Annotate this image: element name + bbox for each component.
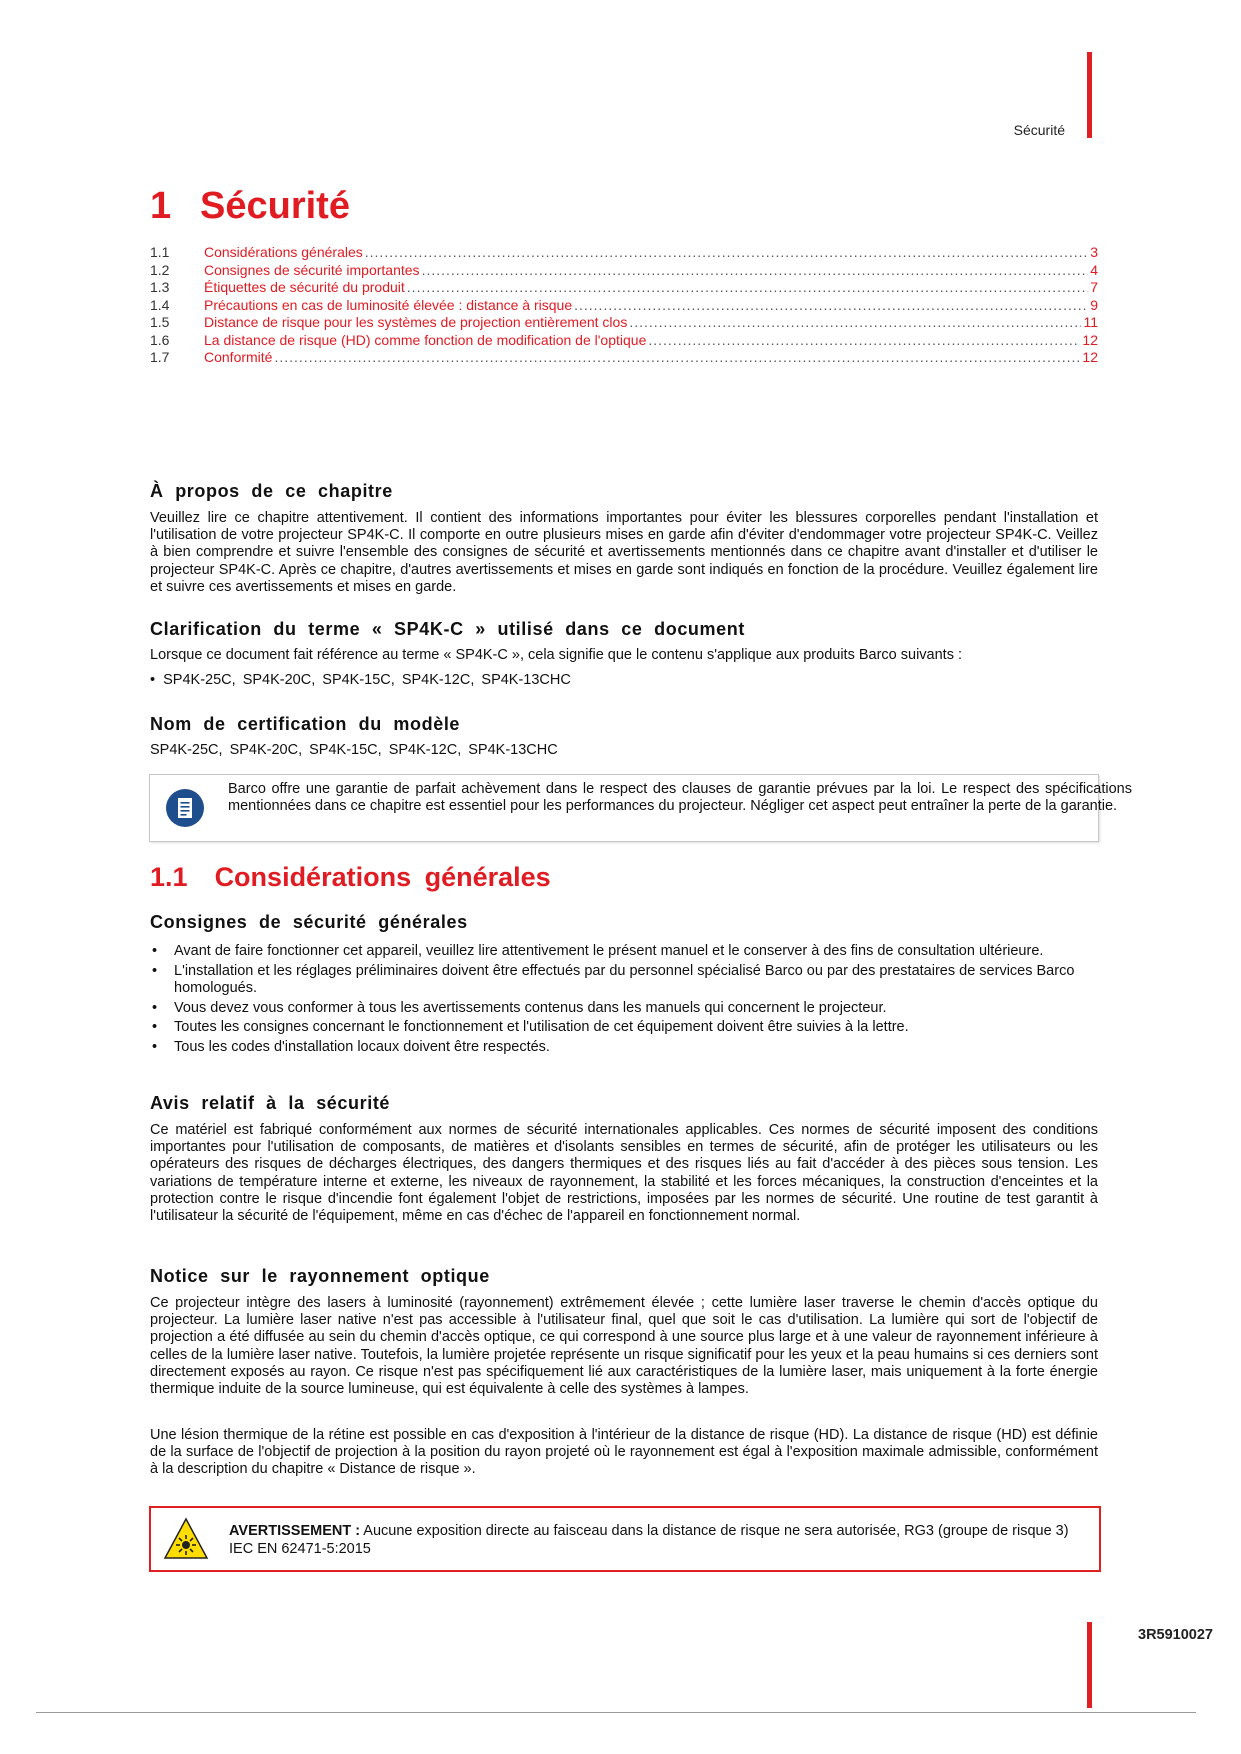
toc-leader-dots	[574, 297, 1088, 313]
list-item: • Toutes les consignes concernant le fonctionnement et l'utilisation de cet équipement doivent être suivies à la lettre.	[150, 1019, 1098, 1037]
toc-entry-number: 1.6	[150, 331, 170, 348]
toc-entry-number: 1.2	[150, 261, 170, 278]
clarification-text: Lorsque ce document fait référence au terme « SP4K-C », cela signifie que le contenu s'applique aux produits Barco suivants :	[150, 647, 963, 663]
toc-entry-title[interactable]: La distance de risque (HD) comme fonction de modification de l'optique	[204, 331, 647, 348]
safety-notice-heading: Avis relatif à la sécurité	[150, 1093, 391, 1113]
section-number: 1.1	[150, 862, 188, 892]
toc-entry[interactable]	[150, 332, 1098, 350]
list-item: • Tous les codes d'installation locaux doivent être respectés.	[150, 1039, 1098, 1057]
running-header-title: Sécurité	[1013, 122, 1065, 138]
bottom-divider	[36, 1712, 1196, 1713]
optical-notice-text-2: Une lésion thermique de la rétine est possible en cas d'exposition à l'intérieur de la distance de risque (HD). La distance de risque (HD) est définie de la surface de l'objectif de projection à la position du rayon projeté où le rayonnement est égal à l'exposition maximale admissible, conformément à la description du chapitre « Distance de risque ».	[150, 1427, 1098, 1478]
chapter-title	[150, 185, 350, 228]
toc-entry[interactable]	[150, 349, 1098, 367]
optical-notice-text: Ce projecteur intègre des lasers à luminosité (rayonnement) extrêmement élevée ; cette lumière laser traverse le chemin d'accès optique du projecteur. La lumière laser native n'est pas accessible à l'utilisateur final, quel que soit le cas d'utilisation. La lumière qui sort de l'objectif de projection a été diffusée au sein du chemin d'accès optique, ce qui correspond à une source plus large et à une valeur de rayonnement inférieure à celles de la lumière laser native. Toutefois, la lumière projetée représente un risque significatif pour les yeux et la peau humains si ces derniers sont directement exposés au rayon. Ce risque n'est pas spécifiquement lié aux caractéristiques de la lumière laser, mais uniquement à la forte énergie thermique induite de la source lumineuse, qui est équivalente à celle des systèmes à lampes.	[150, 1295, 1098, 1398]
warning-label: AVERTISSEMENT :	[229, 1523, 361, 1539]
toc-leader-dots	[648, 332, 1080, 348]
model-text: SP4K-25C, SP4K-20C, SP4K-15C, SP4K-12C, SP4K-13CHC	[150, 742, 558, 758]
toc-entry-title[interactable]: Considérations générales	[204, 244, 363, 260]
note-text: Barco offre une garantie de parfait achèvement dans le respect des clauses de garantie prévues par la loi. Le respect des spécifications mentionnées dans ce chapitre est essentiel pour les performances du projecteur. Négliger cet aspect peut entraîner la perte de la garantie.	[228, 781, 1132, 814]
clarification-bullet	[150, 672, 571, 688]
general-safety-heading: Consignes de sécurité générales	[150, 912, 468, 932]
toc-entry-page[interactable]: 12	[1082, 349, 1098, 365]
clarification-heading: Clarification du terme « SP4K-C » utilisé dans ce document	[150, 619, 745, 639]
footer-red-bar	[1087, 1622, 1092, 1708]
toc-entry-title[interactable]: Précautions en cas de luminosité élevée : distance à risque	[204, 296, 573, 313]
toc-entry-number: 1.7	[150, 349, 170, 365]
general-safety-list	[150, 943, 1098, 1058]
warning-text	[229, 1522, 1089, 1558]
model-heading: Nom de certification du modèle	[150, 714, 461, 734]
optical-notice-heading: Notice sur le rayonnement optique	[150, 1266, 490, 1286]
warning-message: Aucune exposition directe au faisceau dans la distance de risque ne sera autorisée, RG3 (groupe de risque 3) IEC EN 62471-5:2015	[229, 1523, 1069, 1557]
list-item: • L'installation et les réglages préliminaires doivent être effectués par du personnel spécialisé Barco ou par des prestataires de services Barco homologués.	[150, 963, 1098, 998]
list-item: • Avant de faire fonctionner cet appareil, veuillez lire attentivement le présent manuel et le conserver à des fins de consultation ultérieure.	[150, 943, 1098, 961]
toc-leader-dots	[365, 244, 1088, 260]
toc-entry-page[interactable]: 11	[1083, 314, 1098, 330]
toc-entry-title[interactable]: Consignes de sécurité importantes	[204, 261, 420, 278]
toc-entry-page[interactable]: 12	[1082, 331, 1098, 348]
toc-entry-title[interactable]: Conformité	[204, 349, 273, 365]
warning-box	[149, 1506, 1101, 1572]
section-title	[150, 862, 551, 893]
toc-leader-dots	[407, 279, 1088, 295]
toc-entry-title[interactable]: Distance de risque pour les systèmes de projection entièrement clos	[204, 314, 628, 330]
toc-leader-dots	[274, 349, 1080, 365]
toc-entry-number: 1.3	[150, 279, 170, 295]
toc-leader-dots	[629, 314, 1081, 330]
toc-entry-page[interactable]: 4	[1090, 261, 1098, 278]
header-red-bar	[1087, 52, 1092, 138]
document-id: 3R5910027	[1138, 1627, 1213, 1643]
toc-entry-page[interactable]: 7	[1090, 279, 1098, 295]
chapter-title-text: Sécurité	[200, 185, 350, 227]
note-icon	[166, 789, 204, 827]
toc-leader-dots	[422, 262, 1089, 278]
toc-entry[interactable]	[150, 279, 1098, 297]
bullet-mark: •	[150, 672, 164, 688]
toc-entry-number: 1.5	[150, 314, 170, 330]
toc-entry-page[interactable]: 3	[1090, 244, 1098, 260]
about-text: Veuillez lire ce chapitre attentivement. Il contient des informations importantes pour éviter les blessures corporelles pendant l'installation et l'utilisation de votre projecteur SP4K-C. Il comporte en outre plusieurs mises en garde afin d'éviter d'endommager votre projecteur SP4K-C. Veillez à bien comprendre et suivre l'ensemble des consignes de sécurité et avertissements mentionnés dans ce chapitre avant d'installer et d'utiliser le projecteur SP4K-C. Après ce chapitre, d'autres avertissements et mises en garde sont indiqués en fonction de la procédure. Veuillez également lire et suivre ces avertissements et mises en garde.	[150, 510, 1098, 595]
toc-entry[interactable]	[150, 262, 1098, 280]
toc-entry[interactable]	[150, 297, 1098, 315]
chapter-number: 1	[150, 185, 172, 227]
note-box	[149, 774, 1132, 842]
toc-entry-page[interactable]: 9	[1090, 296, 1098, 313]
safety-notice-text: Ce matériel est fabriqué conformément aux normes de sécurité internationales applicables. Ces normes de sécurité imposent des conditions importantes pour l'utilisation de composants, de matières et d'isolants sensibles en termes de sécurité, afin de protéger les utilisateurs ou les opérateurs des risques de décharges électriques, des dangers thermiques et des risques liés au fait d'accéder à des pièces sous tension. Les variations de température interne et externe, les niveaux de rayonnement, la stabilité et les forces mécaniques, la construction d'enceintes et la protection contre le risque d'incendie font également l'objet de restrictions, imposées par les normes de sécurité. Une routine de test garantit à l'utilisateur la sécurité de l'équipement, même en cas d'échec de l'appareil en fonctionnement normal.	[150, 1122, 1098, 1225]
about-heading: À propos de ce chapitre	[150, 481, 393, 501]
section-title-text: Considérations générales	[214, 862, 551, 892]
toc-entry-number: 1.4	[150, 296, 170, 313]
toc-entry[interactable]	[150, 314, 1098, 332]
toc-entry-number: 1.1	[150, 244, 170, 260]
toc-entry-title[interactable]: Étiquettes de sécurité du produit	[204, 279, 405, 295]
note-icon-glyph	[166, 789, 204, 827]
list-item: • Vous devez vous conformer à tous les avertissements contenus dans les manuels qui concernent le projecteur.	[150, 1000, 1098, 1018]
toc-entry[interactable]	[150, 244, 1098, 262]
warning-icon	[163, 1516, 209, 1562]
table-of-contents	[150, 244, 1098, 367]
clarification-bullet-text: SP4K-25C, SP4K-20C, SP4K-15C, SP4K-12C, SP4K-13CHC	[163, 672, 571, 688]
